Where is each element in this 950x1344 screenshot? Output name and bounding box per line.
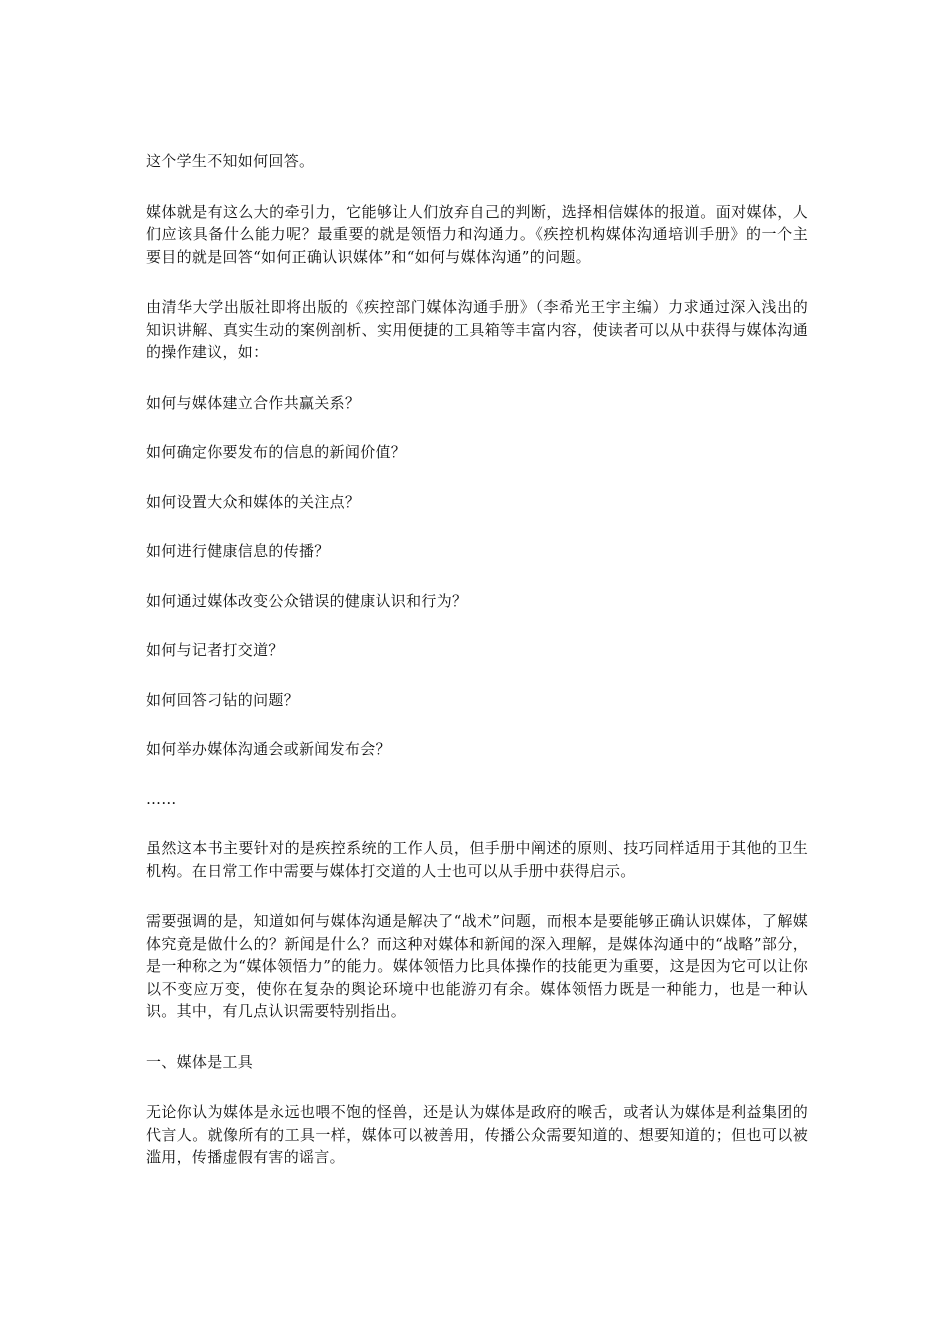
paragraph-media-attraction: 媒体就是有这么大的牵引力，它能够让人们放弃自己的判断，选择相信媒体的报道。面对媒体，人们应该具备什么能力呢？最重要的就是领悟力和沟通力。《疾控机构媒体沟通培训手册》的一个主要目的就是回答“如何正确认识媒体”和“如何与媒体沟通”的问题。 (146, 202, 808, 266)
question-item: 如何回答刁钻的问题？ (146, 690, 300, 709)
paragraph-applicability: 虽然这本书主要针对的是疾控系统的工作人员，但手册中阐述的原则、技巧同样适用于其他的卫生机构。在日常工作中需要与媒体打交道的人士也可以从手册中获得启示。 (146, 839, 808, 880)
paragraph-media-literacy: 需要强调的是，知道如何与媒体沟通是解决了“战术”问题，而根本是要能够正确认识媒体，了解媒体究竟是做什么的？新闻是什么？而这种对媒体和新闻的深入理解，是媒体沟通中的“战略”部分，是一种称之为“媒体领悟力”的能力。媒体领悟力比具体操作的技能更为重要，这是因为它可以让你以不变应万变，使你在复杂的舆论环境中也能游刃有余。媒体领悟力既是一种能力，也是一种认识。其中，有几点认识需要特别指出。 (146, 912, 808, 1020)
question-item: 如何进行健康信息的传播？ (146, 542, 330, 560)
section-heading: 一、媒体是工具 (146, 1052, 254, 1071)
document-body (146, 150, 808, 1197)
question-item: 如何举办媒体沟通会或新闻发布会？ (146, 740, 391, 758)
paragraph-student-answer: 这个学生不知如何回答。 (146, 152, 315, 170)
question-item: 如何与媒体建立合作共赢关系？ (146, 393, 361, 412)
question-item: 如何设置大众和媒体的关注点？ (146, 492, 361, 511)
ellipsis: …… (146, 789, 177, 808)
question-item: 如何通过媒体改变公众错误的健康认识和行为？ (146, 591, 468, 610)
question-item: 如何确定你要发布的信息的新闻价值？ (146, 443, 407, 461)
paragraph-media-tool: 无论你认为媒体是永远也喂不饱的怪兽，还是认为媒体是政府的喉舌，或者认为媒体是利益集团的代言人。就像所有的工具一样，媒体可以被善用，传播公众需要知道的、想要知道的；但也可以被滥用，传播虚假有害的谣言。 (146, 1103, 808, 1166)
question-item: 如何与记者打交道？ (146, 641, 284, 659)
paragraph-handbook-intro: 由清华大学出版社即将出版的《疾控部门媒体沟通手册》（李希光王宇主编）力求通过深入浅出的知识讲解、真实生动的案例剖析、实用便捷的工具箱等丰富内容，使读者可以从中获得与媒体沟通的操作建议，如： (146, 298, 808, 361)
